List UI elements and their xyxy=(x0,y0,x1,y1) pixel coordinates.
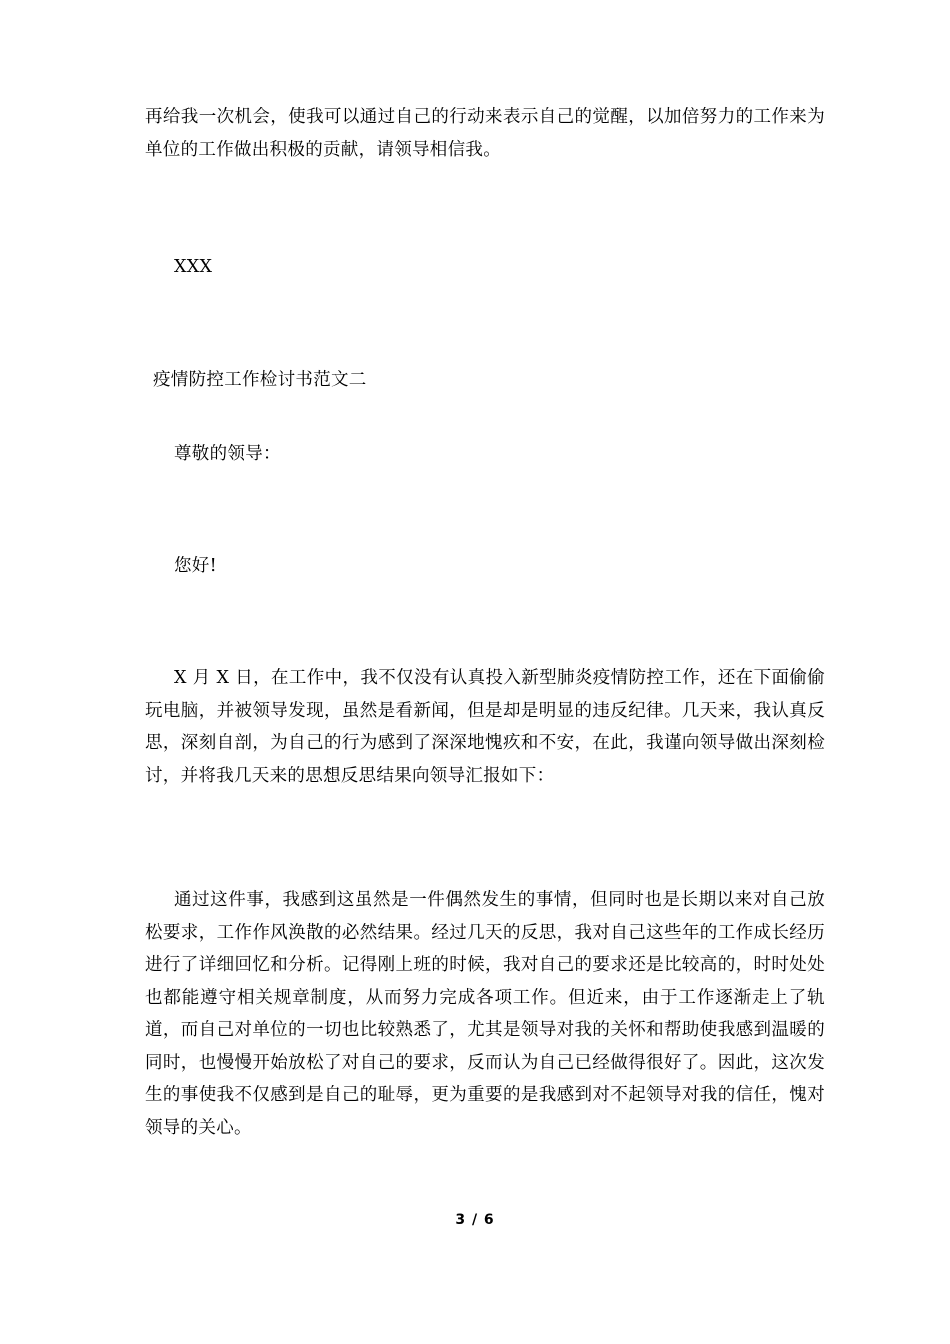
greeting: 您好! xyxy=(174,556,217,576)
signature: XXX xyxy=(174,257,213,277)
salutation: 尊敬的领导： xyxy=(174,444,281,464)
paragraph-incident: X 月 X 日，在工作中，我不仅没有认真投入新型肺炎疫情防控工作，还在下面偷偷玩电脑，并被领导发现，虽然是看新闻，但是却是明显的违反纪律。几天来，我认真反思，深刻自剖，为自己的行为感到了深深地愧疚和不安，在此，我谨向领导做出深刻检讨，并将我几天来的思想反思结果向领导汇报如下： xyxy=(145,668,825,786)
paragraph-continuation: 再给我一次机会，使我可以通过自己的行动来表示自己的觉醒，以加倍努力的工作来为单位的工作做出积极的贡献，请领导相信我。 xyxy=(145,107,825,160)
page-number: 3 / 6 xyxy=(455,1212,495,1228)
section-title: 疫情防控工作检讨书范文二 xyxy=(153,370,367,390)
paragraph-reflection: 通过这件事，我感到这虽然是一件偶然发生的事情，但同时也是长期以来对自己放松要求，工作作风涣散的必然结果。经过几天的反思，我对自己这些年的工作成长经历进行了详细回忆和分析。记得刚上班的时候，我对自己的要求还是比较高的，时时处处也都能遵守相关规章制度，从而努力完成各项工作。但近来，由于工作逐渐走上了轨道，而自己对单位的一切也比较熟悉了，尤其是领导对我的关怀和帮助使我感到温暖的同时，也慢慢开始放松了对自己的要求，反而认为自己已经做得很好了。因此，这次发生的事使我不仅感到是自己的耻辱，更为重要的是我感到对不起领导对我的信任，愧对领导的关心。 xyxy=(145,890,825,1138)
